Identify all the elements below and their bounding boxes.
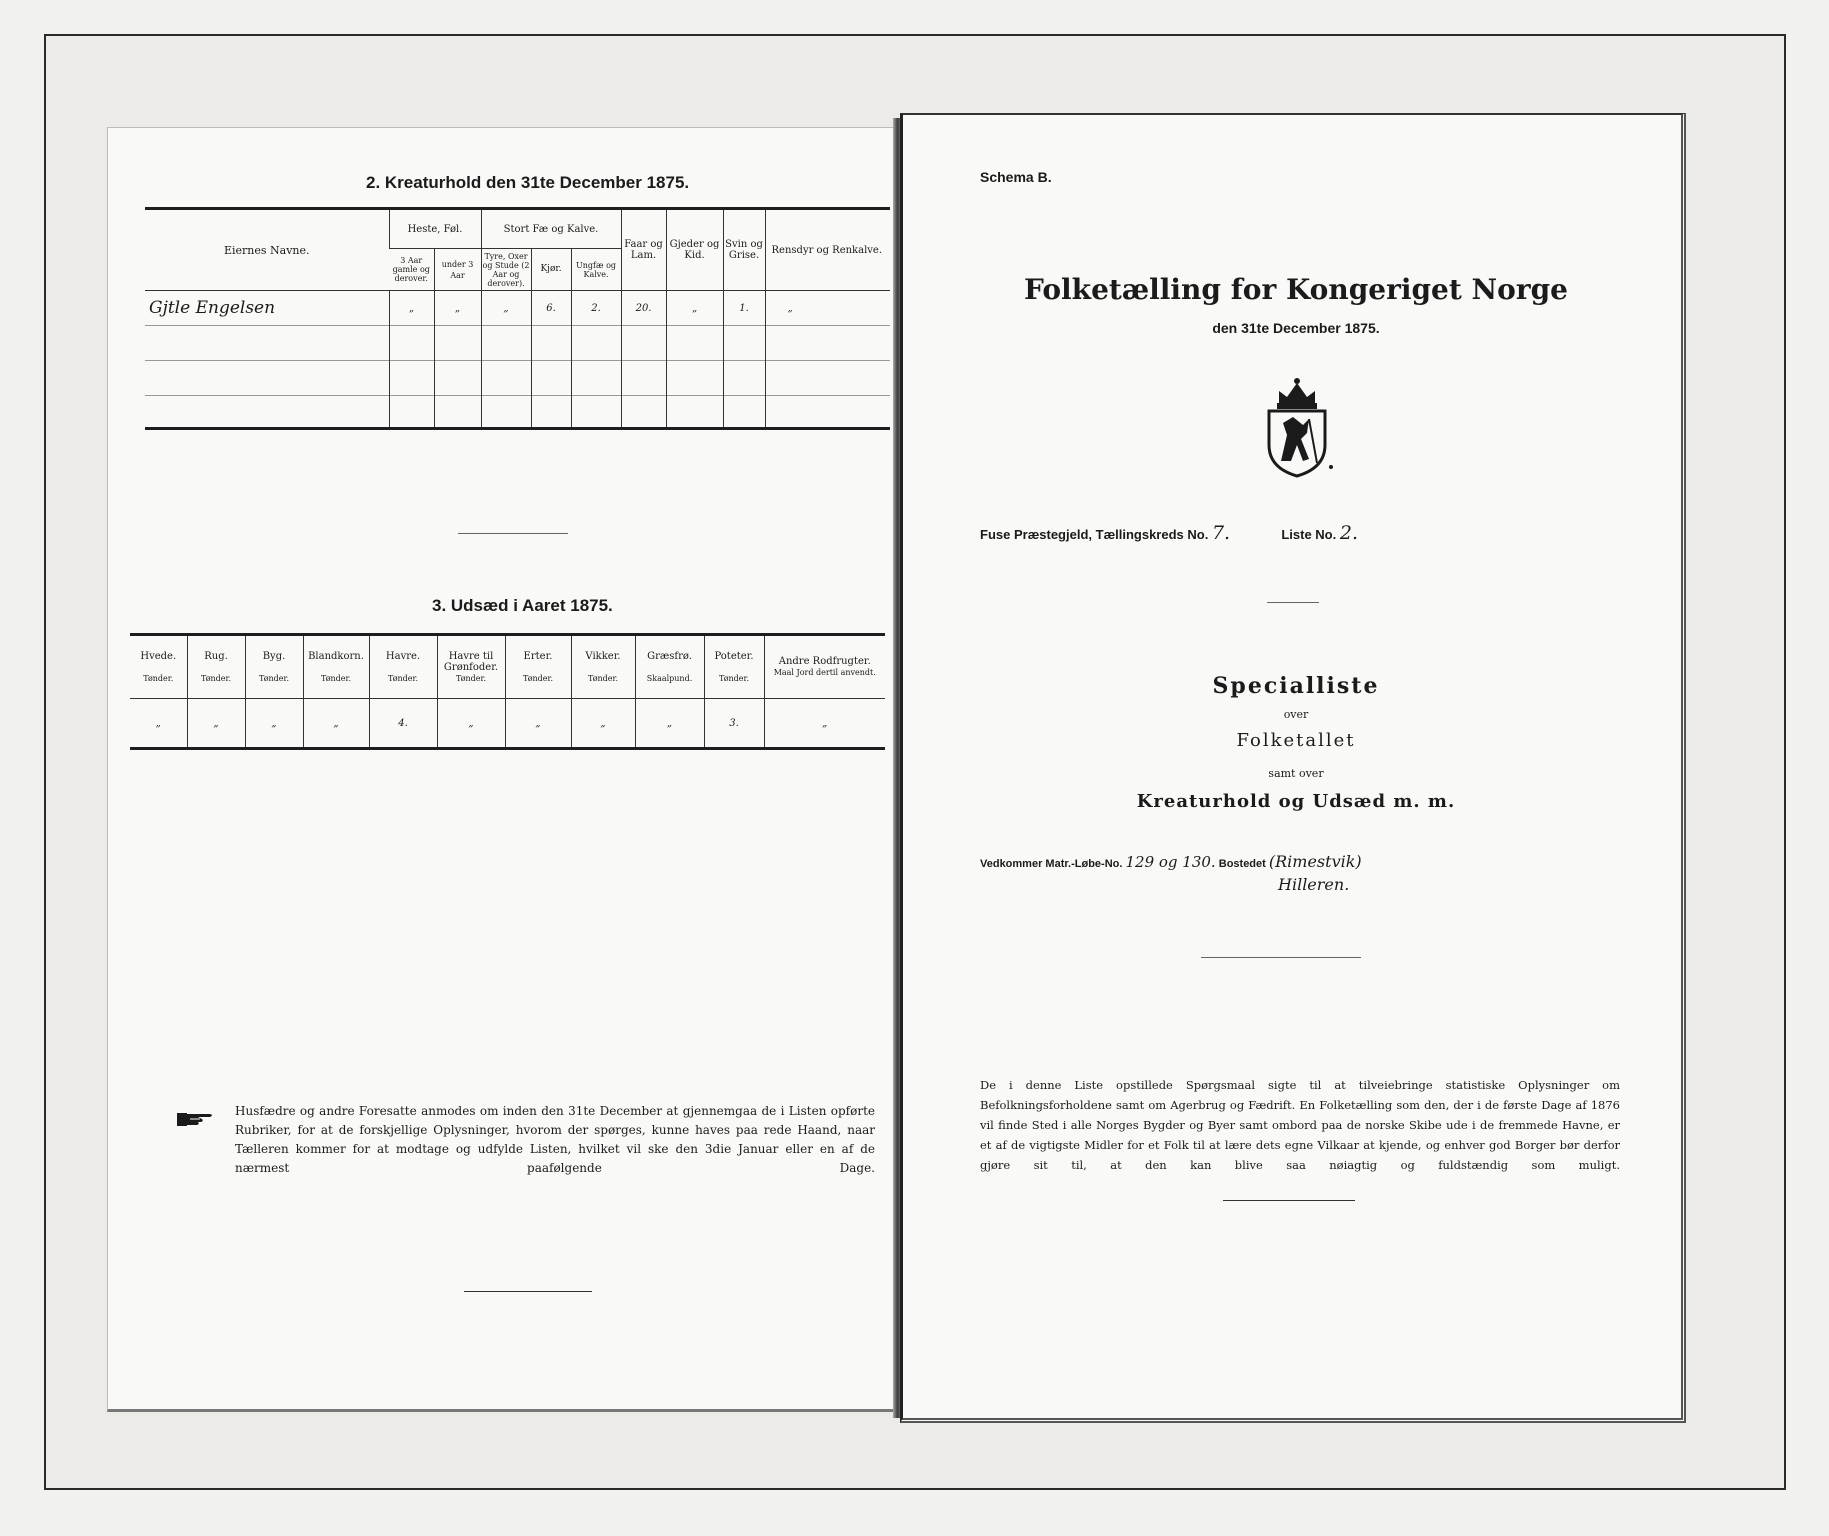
page-title: Folketælling for Kongeriget Norge (1024, 273, 1568, 306)
cell-horses-old: „ (389, 291, 434, 326)
divider (458, 533, 568, 534)
potatoes-header: Poteter. Tønder. (704, 635, 764, 699)
cell-potatoes: 3. (704, 699, 764, 749)
root-crops-header: Andre Rodfrugter. Maal Jord dertil anvendt. (764, 635, 885, 699)
cows-header: Kjør. (531, 249, 571, 291)
place-label: Bostedet (1218, 858, 1266, 870)
oats-header: Havre. Tønder. (369, 635, 437, 699)
parish-name: Fuse (980, 527, 1011, 542)
table-row (130, 699, 885, 749)
place-value: (Rimestvik) (1268, 852, 1362, 871)
owner-header: Eiernes Navne. (145, 209, 389, 291)
vetch-header: Vikker. Tønder. (571, 635, 635, 699)
cell-barley: „ (245, 699, 303, 749)
reindeer-header: Rensdyr og Renkalve. (765, 209, 890, 291)
cell-vetch: „ (571, 699, 635, 749)
list-label: Liste No. (1281, 527, 1337, 542)
left-page (107, 127, 895, 1412)
tally-label: Tællingskreds No. (1095, 527, 1209, 542)
cell-goats: „ (666, 291, 723, 326)
norwegian-coat-of-arms-icon (1257, 373, 1337, 478)
table-row (145, 361, 890, 396)
cattle-group-header: Stort Fæ og Kalve. (481, 209, 621, 249)
over-label: over (1283, 708, 1309, 721)
owner-name: Gjtle Engelsen (149, 297, 276, 318)
kreaturhold-heading: Kreaturhold og Udsæd m. m. (1136, 791, 1456, 812)
cell-grass-seed: „ (635, 699, 704, 749)
cell-rye: „ (187, 699, 245, 749)
specialliste-heading: Specialliste (1212, 673, 1380, 699)
wheat-header: Hvede. Tønder. (130, 635, 187, 699)
parish-label: Præstegjeld, (1013, 527, 1092, 542)
horses-group-header: Heste, Føl. (389, 209, 481, 249)
folketallet-heading: Folketallet (1236, 730, 1356, 751)
cell-horses-young: „ (434, 291, 481, 326)
bulls-header: Tyre, Oxer og Stude (2 Aar og derover). (481, 249, 531, 291)
mixed-grain-header: Blandkorn. Tønder. (303, 635, 369, 699)
district-line (980, 522, 1358, 544)
matr-label: Vedkommer Matr.-Løbe-No. (980, 858, 1123, 870)
sheep-header: Faar og Lam. (621, 209, 666, 291)
cell-young-cattle: 2. (571, 291, 621, 326)
place-value-2: Hilleren. (1278, 875, 1350, 894)
divider (1201, 957, 1361, 958)
table-row (145, 396, 890, 429)
cell-cows: 6. (531, 291, 571, 326)
pointing-hand-icon (176, 1108, 216, 1130)
green-oats-header: Havre til Grønfoder. Tønder. (437, 635, 505, 699)
footer-text: De i denne Liste opstillede Spørgsmaal sigte til at tilveiebringe statistiske Oplysninger om Befolkningsforholdene samt om Agerbrug og Fædrift. En Folketælling som den, der i de første Dage af 1876 vil finde Sted i alle Norges Bygder og Byer samt ombord paa de norske Skibe ude i de fremmede Havne, er et af de vigtigste Midler for et Folk til at lære dets egne Vilkaar at kjende, og enhver god Borger bør derfor gjøre sit til, at den kan blive saa nøiagtig og fuldstændig som muligt. (980, 1078, 1620, 1172)
cell-peas: „ (505, 699, 571, 749)
horses-old-header: 3 Aar gamle og derover. (389, 249, 434, 291)
cell-root-crops: „ (764, 699, 885, 749)
sowing-table (130, 633, 885, 750)
horses-young-header: under 3 Aar (434, 249, 481, 291)
table-row (145, 326, 890, 361)
list-number: 2. (1339, 522, 1359, 544)
cell-wheat: „ (155, 717, 161, 729)
cell-bulls: „ (481, 291, 531, 326)
census-date: den 31te December 1875. (1212, 320, 1380, 336)
rye-header: Rug. Tønder. (187, 635, 245, 699)
barley-header: Byg. Tønder. (245, 635, 303, 699)
livestock-table (145, 207, 890, 430)
cell-pigs: 1. (723, 291, 765, 326)
cell-green-oats: „ (437, 699, 505, 749)
cell-mixed-grain: „ (303, 699, 369, 749)
matr-line (980, 852, 1362, 871)
samt-over-label: samt over (1268, 767, 1324, 780)
section-3-title: 3. Udsæd i Aaret 1875. (432, 596, 613, 615)
pigs-header: Svin og Grise. (723, 209, 765, 291)
table-row (145, 291, 890, 326)
schema-label: Schema B. (980, 169, 1052, 185)
goats-header: Gjeder og Kid. (666, 209, 723, 291)
cell-oats: 4. (369, 699, 437, 749)
grass-seed-header: Græsfrø. Skaalpund. (635, 635, 704, 699)
section-2-title: 2. Kreaturhold den 31te December 1875. (366, 173, 690, 192)
cell-sheep: 20. (621, 291, 666, 326)
tally-number: 7. (1211, 522, 1231, 544)
notice-text: Husfædre og andre Foresatte anmodes om inden den 31te December at gjennemgaa de i Listen opførte Rubriker, for at de forskjellige Oplysninger, hvorom der spørges, kunne haves paa rede Haand, naar Tælleren kommer for at modtage og udfylde Listen, hvilket vil ske den 3die Januar eller en af de nærmest paafølgende Dage. (235, 1104, 875, 1175)
peas-header: Erter. Tønder. (505, 635, 571, 699)
divider (1267, 602, 1319, 603)
young-cattle-header: Ungfæ og Kalve. (571, 249, 621, 291)
cell-reindeer: „ (765, 291, 890, 326)
divider (1223, 1200, 1355, 1201)
matr-value: 129 og 130. (1125, 853, 1216, 871)
right-page (900, 113, 1686, 1423)
divider (464, 1291, 592, 1292)
